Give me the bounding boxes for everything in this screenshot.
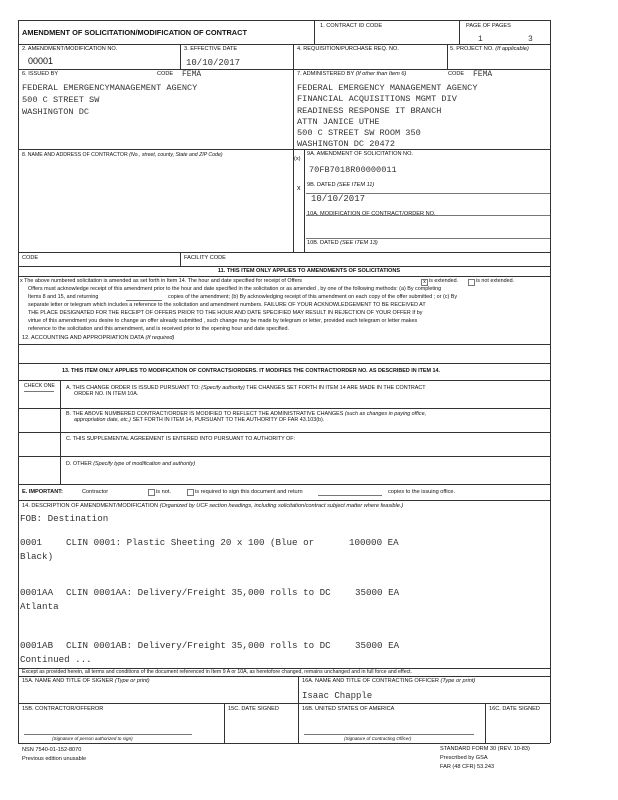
amendment-no-value: 00001 <box>28 56 54 66</box>
issued-by-label: 6. ISSUED BY <box>22 71 59 77</box>
previous-edition-text: Previous edition unusable <box>22 756 87 762</box>
important-contractor: Contractor <box>82 489 109 495</box>
is-required-checkbox[interactable] <box>187 489 194 496</box>
not-extended-checkbox[interactable] <box>468 279 475 286</box>
item16c-label: 16C. DATE SIGNED <box>489 706 540 712</box>
clin-0001ab-qty: 35000 EA <box>355 640 400 651</box>
not-extended-label: is not extended. <box>476 278 515 284</box>
clin-0001-id: 0001 <box>20 537 43 548</box>
far-text: FAR (48 CFR) 53.243 <box>440 764 495 770</box>
extended-checkbox[interactable]: x <box>421 279 428 286</box>
section11-line3b: copies of the amendment; (b) By acknowledging receipt of this amendment on each copy of the offer submitted ; or (c) By <box>168 294 458 300</box>
item9b-mark: x <box>297 185 301 192</box>
issued-by-code: FEMA <box>182 70 202 79</box>
nsn-text: NSN 7540-01-152-8070 <box>22 747 82 753</box>
facility-code-label: FACILITY CODE <box>184 255 226 261</box>
contractor-signature-note: (Signature of person authorized to sign) <box>52 736 133 741</box>
clin-0001-qty: 100000 EA <box>349 537 399 548</box>
item9a-mark: (x) <box>294 156 301 162</box>
item15b-label: 15B. CONTRACTOR/OFFEROR <box>22 706 104 712</box>
item9b-label: 9B. DATED (SEE ITEM 11) <box>307 182 375 188</box>
important-is-required: is required to sign this document and return <box>195 489 303 495</box>
important-is-not: is not. <box>156 489 171 495</box>
clin-0001ab-id: 0001AB <box>20 640 54 651</box>
section11-line5: THE PLACE DESIGNATED FOR THE RECEIPT OF OFFERS PRIOR TO THE HOUR AND DATE SPECIFIED MAY RESULT IN REJECTION OF YOUR OFFER If by <box>28 310 423 316</box>
effective-date-value: 10/10/2017 <box>186 58 241 68</box>
important-label: E. IMPORTANT: <box>22 489 63 495</box>
section13-a-cont: ORDER NO. IN ITEM 10A. <box>74 391 139 397</box>
is-not-checkbox[interactable] <box>148 489 155 496</box>
issued-by-address: FEDERAL EMERGENCYMANAGEMENT AGENCY 500 C STREET SW WASHINGTON DC <box>22 83 198 117</box>
important-copies: copies to the issuing office. <box>388 489 456 495</box>
project-no-label: 5. PROJECT NO. (If applicable) <box>450 46 529 52</box>
item9a-value: 70FB7018R00000011 <box>309 165 397 175</box>
page-of-pages-label: PAGE OF PAGES <box>466 23 511 29</box>
requisition-no-label: 4. REQUISITION/PURCHASE REQ. NO. <box>297 46 399 52</box>
clin-0001aa-desc: CLIN 0001AA: Delivery/Freight 35,000 rolls to DC <box>66 587 331 598</box>
administered-by-label: 7. ADMINISTERED BY (If other than Item 6) <box>297 71 407 77</box>
contract-id-code-label: 1. CONTRACT ID CODE <box>320 23 383 29</box>
form-title: AMENDMENT OF SOLICITATION/MODIFICATION OF CONTRACT <box>22 28 247 37</box>
fob-text: FOB: Destination <box>20 513 109 524</box>
pages-total: 3 <box>528 35 533 44</box>
contractor-label: 8. NAME AND ADDRESS OF CONTRACTOR (No., street, county, State and ZIP Code) <box>22 152 223 158</box>
item16b-label: 16B. UNITED STATES OF AMERICA <box>302 706 395 712</box>
section11-line1: x The above numbered solicitation is amended as set forth in Item 14. The hour and date specified for receipt of Offers <box>20 278 302 284</box>
continued-text: Continued ... <box>20 654 92 665</box>
item9b-value: 10/10/2017 <box>311 194 366 204</box>
item10b-label: 10B. DATED (SEE ITEM 13) <box>307 240 378 246</box>
section13-title: 13. THIS ITEM ONLY APPLIES TO MODIFICATION OF CONTRACTS/ORDERS. IT MODIFIES THE CONTRACT/ORDER NO. AS DESCRIBED IN ITEM 14. <box>62 368 440 374</box>
section13-a: A. THIS CHANGE ORDER IS ISSUED PURSUANT TO: (Specify authority) THE CHANGES SET FORTH IN ITEM 14 ARE MADE IN THE CONTRACT <box>66 385 426 391</box>
administered-by-address: FEDERAL EMERGENCY MANAGEMENT AGENCY FINANCIAL ACQUISITIONS MGMT DIV READINESS RESPONSE IT BRANCH ATTN JANICE UTHE 500 C STREET SW ROOM 350 WASHINGTON DC 20472 <box>297 83 478 150</box>
clin-0001-desc: CLIN 0001: Plastic Sheeting 20 x 100 (Blue or <box>66 537 315 548</box>
check-one-label: CHECK ONE <box>24 383 55 389</box>
standard-form-text: STANDARD FORM 30 (REV. 10-83) <box>440 746 530 752</box>
administered-by-code-label: CODE <box>448 71 465 77</box>
item12-label: 12. ACCOUNTING AND APPROPRIATION DATA (If required) <box>22 335 175 341</box>
effective-date-label: 3. EFFECTIVE DATE <box>184 46 238 52</box>
clin-0001aa-cont: Atlanta <box>20 601 59 612</box>
amendment-no-label: 2. AMENDMENT/MODIFICATION NO. <box>22 46 118 52</box>
item14-label: 14. DESCRIPTION OF AMENDMENT/MODIFICATION (Organized by UCF section headings, including solicitation/contract subject matter where feasible.) <box>22 503 404 509</box>
item10a-label: 10A. MODIFICATION OF CONTRACT/ORDER NO. <box>307 211 436 217</box>
item9a-label: 9A. AMENDMENT OF SOLICITATION NO. <box>307 151 413 157</box>
officer-signature-note: (Signature of Contracting Officer) <box>344 736 412 741</box>
section11-line3a: Items 8 and 15, and returning <box>28 294 99 300</box>
code-label: CODE <box>22 255 39 261</box>
issued-by-code-label: CODE <box>157 71 174 77</box>
prescribed-by-text: Prescribed by GSA <box>440 755 488 761</box>
section11-title: 11. THIS ITEM ONLY APPLIES TO AMENDMENTS OF SOLICITATIONS <box>217 268 401 274</box>
clin-0001-cont: Black) <box>20 551 54 562</box>
clin-0001aa-id: 0001AA <box>20 587 54 598</box>
item15a-label: 15A. NAME AND TITLE OF SIGNER (Type or print) <box>22 678 150 684</box>
item15c-label: 15C. DATE SIGNED <box>228 706 279 712</box>
section11-line7: reference to the solicitation and this amendment, and is received prior to the opening hour and date specified. <box>28 326 290 332</box>
section11-line2: Offers must acknowledge receipt of this amendment prior to the hour and date specified in the solicitation or as amended , by one of the following methods: (a) By completing <box>28 286 442 292</box>
section13-b-cont: appropriation date, etc.) SET FORTH IN ITEM 14, PURSUANT TO THE AUTHORITY OF FAR 43.103(b). <box>74 417 325 423</box>
clin-0001ab-desc: CLIN 0001AB: Delivery/Freight 35,000 rolls to DC <box>66 640 331 651</box>
section11-line6: virtue of this amendment you desire to change an offer already submitted , such change may be made by telegram or letter, provided each telegram or letter makes <box>28 318 418 324</box>
administered-by-code: FEMA <box>473 70 493 79</box>
item16a-label: 16A. NAME AND TITLE OF CONTRACTING OFFICER (Type or print) <box>302 678 476 684</box>
section13-b: B. THE ABOVE NUMBERED CONTRACT/ORDER IS MODIFIED TO REFLECT THE ADMINISTRATIVE CHANGES (such as changes in paying office, <box>66 411 427 417</box>
contracting-officer-name: Isaac Chapple <box>302 691 373 701</box>
section13-c: C. THIS SUPPLEMENTAL AGREEMENT IS ENTERED INTO PURSUANT TO AUTHORITY OF: <box>66 436 296 442</box>
section11-line4: separate letter or telegram which includes a reference to the solicitation and amendment numbers. FAILURE OF YOUR ACKNOWLEDGEMENT TO BE RECEIVED AT <box>28 302 426 308</box>
page-number: 1 <box>478 35 483 44</box>
clin-0001aa-qty: 35000 EA <box>355 587 400 598</box>
except-text: Except as provided herein, all terms and conditions of the document referenced in Item 9 A or 10A, as heretofore changed, remains unchanged and in full force and effect. <box>22 669 413 675</box>
extended-label: is extended. <box>429 278 459 284</box>
section13-d: D. OTHER (Specify type of modification and authority) <box>66 461 196 467</box>
